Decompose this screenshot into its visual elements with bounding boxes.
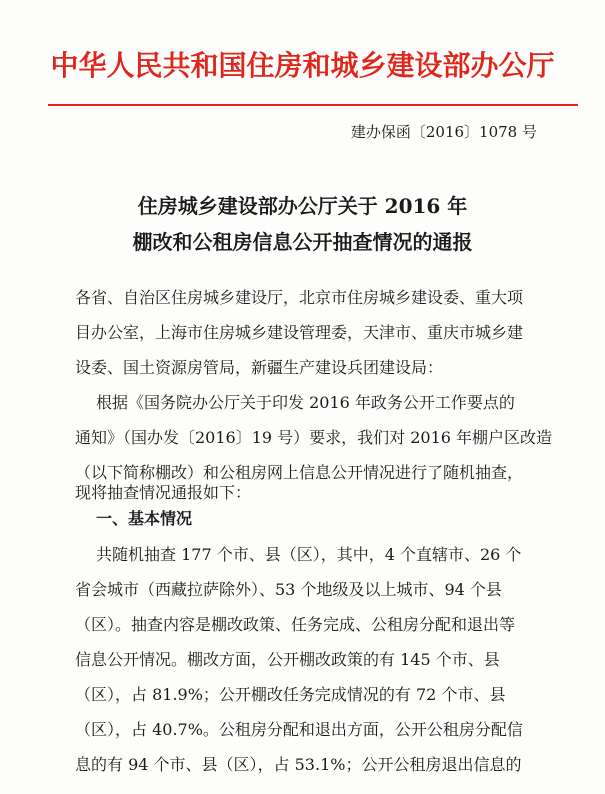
addressee-line-2: 目办公室，上海市住房城乡建设管理委，天津市、重庆市城乡建 (75, 323, 524, 342)
intro-line-3: （以下简称棚改）和公租房网上信息公开情况进行了随机抽查， (75, 463, 524, 482)
intro-line-1: 根据《国务院办公厅关于印发 2016 年政务公开工作要点的 (96, 393, 515, 412)
section-line-2: 省会城市（西藏拉萨除外）、53 个地级及以上城市、94 个县 (75, 580, 502, 599)
document-title-line-2: 棚改和公租房信息公开抽查情况的通报 (132, 230, 473, 254)
section-line-7: 息的有 94 个市、县（区），占 53.1%；公开公租房退出信息的 (75, 755, 522, 774)
intro-line-2: 通知》（国办发〔2016〕19 号）要求，我们对 2016 年棚户区改造 (75, 428, 553, 447)
section-line-1: 共随机抽查 177 个市、县（区），其中，4 个直辖市、26 个 (96, 545, 522, 564)
organization-letterhead: 中华人民共和国住房和城乡建设部办公厅 (50, 49, 555, 82)
addressee-line-3: 设委、国土资源房管局，新疆生产建设兵团建设局： (75, 358, 444, 377)
document-number: 建办保函〔2016〕1078 号 (350, 123, 537, 141)
section-line-4: 信息公开情况。棚改方面，公开棚改政策的有 145 个市、县 (75, 650, 500, 669)
document-title-line-1: 住房城乡建设部办公厅关于 2016 年 (137, 194, 468, 218)
addressee-line-1: 各省、自治区住房城乡建设厅，北京市住房城乡建设委、重大项 (75, 288, 524, 307)
letterhead-red-rule (48, 104, 578, 106)
section-line-6: （区），占 40.7%。公租房分配和退出方面，公开公租房分配信 (75, 720, 523, 739)
section-line-3: （区）。抽查内容是棚改政策、任务完成、公租房分配和退出等 (75, 615, 516, 634)
section-heading-basic-situation: 一、基本情况 (96, 509, 193, 528)
intro-line-4: 现将抽查情况通报如下： (75, 483, 252, 502)
section-line-5: （区），占 81.9%；公开棚改任务完成情况的有 72 个市、县 (75, 685, 506, 704)
